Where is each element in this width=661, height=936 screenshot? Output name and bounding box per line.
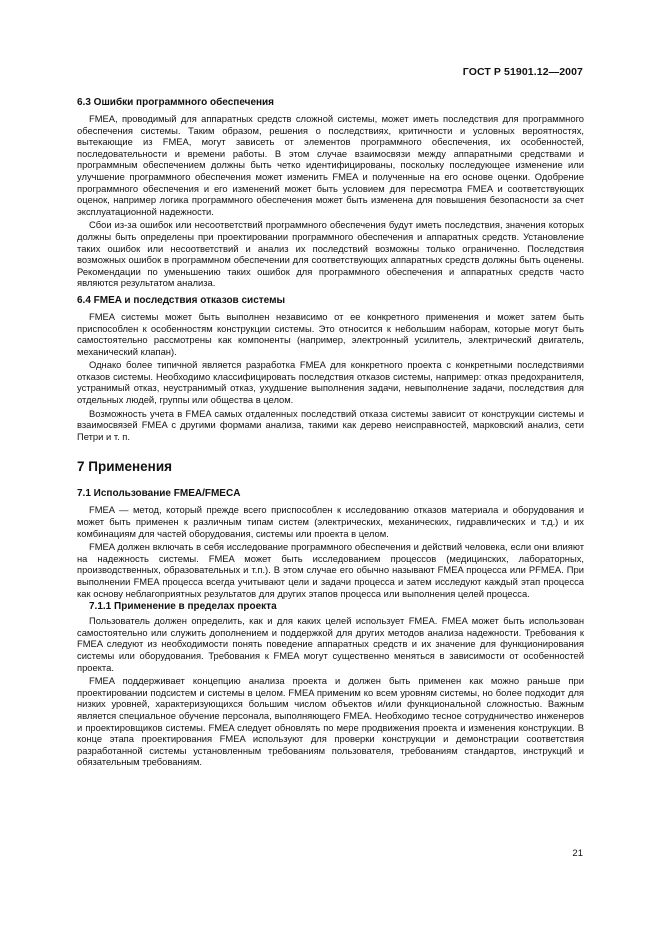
paragraph: FMEA, проводимый для аппаратных средств сложной системы, может иметь последствия для программного обеспечения системы. Таким образом, решения о последствиях, критичности и условных вероятностях, вытекающие из FMEA, могут зависеть от элементов программного обеспечения, их особенностей, последовательности и времени работы. В этом случае взаимосвязи между аппаратными средствами и программным обеспечением должны быть четко идентифицированы, поскольку последующее изменение или улучшение программного обеспечения может изменить FMEA и полученные на его основе оценки. Одобрение программного обеспечения и его изменений может быть условием для пересмотра FMEA и соответствующих оценок, например логика программного обеспечения может быть изменена для повышения безопасности за счет эксплуатационной надежности. (77, 113, 584, 217)
page-body (77, 91, 584, 770)
paragraph: Однако более типичной является разработка FMEA для конкретного проекта с конкретными последствиями отказов системы. Необходимо классифицировать последствия отказов системы, например: отказ предохранителя, устранимый отказ, неустранимый отказ, ухудшение выполнения задачи, невыполнение задачи, последствия для отдельных людей, группы или общества в целом. (77, 359, 584, 406)
section-7-1-1-heading: 7.1.1 Применение в пределах проекта (89, 601, 277, 613)
paragraph: FMEA — метод, который прежде всего приспособлен к исследованию отказов материала и оборудования и может быть применен к различным типам систем (электрических, механических, гидравлических и т.д.) и их комбинациям для частей оборудования, системы или проекта в целом. (77, 504, 584, 539)
paragraph: Пользователь должен определить, как и для каких целей использует FMEA. FMEA может быть использован самостоятельно или служить дополнением и поддержкой для других методов анализа надежности. Требования к FMEA следуют из необходимости понять поведение аппаратных средств и их значение для функционирования системы или оборудования. Требования к FMEA могут существенно меняться в зависимости от особенностей проекта. (77, 615, 584, 673)
paragraph: FMEA должен включать в себя исследование программного обеспечения и действий человека, если они влияют на надежность системы. FMEA может быть исследованием процессов (медицинских, лабораторных, производственных, образовательных и т.п.). В этом случае его обычно называют FMEA процесса или PFMEA. При выполнении FMEA процесса всегда учитывают цели и задачи процесса и затем исследуют каждый этап процесса как основу неблагоприятных результатов для других этапов процесса или выполнения целей процесса. (77, 541, 584, 599)
section-6-4-heading: 6.4 FMEA и последствия отказов системы (77, 294, 286, 306)
paragraph: Сбои из-за ошибок или несоответствий программного обеспечения будут иметь последствия, значения которых должны быть определены при проектировании программного обеспечения и аппаратных средств. Установление таких ошибок или несоответствий и анализ их последствий возможны только ограниченно. Последствия возможных ошибок в программном обеспечении для соответствующих аппаратных средств должны быть оценены. Рекомендации по уменьшению таких ошибок для программного обеспечения и аппаратных средств часто являются результатом анализа. (77, 219, 584, 289)
page-number: 21 (572, 848, 583, 859)
paragraph: FMEA системы может быть выполнен независимо от ее конкретного применения и может затем быть приспособлен к особенностям конструкции системы. Это относится к небольшим наборам, которые могут быть самостоятельно рассмотрены как компоненты (например, электронный усилитель, электрический двигатель, механический клапан). (77, 310, 584, 357)
section-7-1-heading: 7.1 Использование FMEA/FMECA (77, 488, 241, 500)
section-7-heading: 7 Применения (77, 459, 172, 475)
document-code-header: ГОСТ Р 51901.12—2007 (462, 66, 583, 78)
paragraph: FMEA поддерживает концепцию анализа проекта и должен быть применен как можно раньше при проектировании подсистем и системы в целом. FMEA применим ко всем уровням системы, но более подходит для низких уровней, характеризующихся большим числом объектов и/или функциональной сложностью. Важным является специальное обучение персонала, выполняющего FMEA. Необходимо тесное сотрудничество инженеров и проектировщиков системы. FMEA следует обновлять по мере продвижения проекта и изменения конструкции. В конце этапа проектирования FMEA используют для проверки конструкции и демонстрации соответствия разработанной системы установленным требованиям пользователя, требованиям стандартов, инструкций и обязательным требованиям. (77, 675, 584, 768)
section-6-3-heading: 6.3 Ошибки программного обеспечения (77, 97, 275, 108)
paragraph: Возможность учета в FMEA самых отдаленных последствий отказа системы зависит от конструкции системы и взаимосвязей FMEA с другими формами анализа, такими как дерево неисправностей, марковский анализ, сети Петри и т. п. (77, 407, 584, 442)
